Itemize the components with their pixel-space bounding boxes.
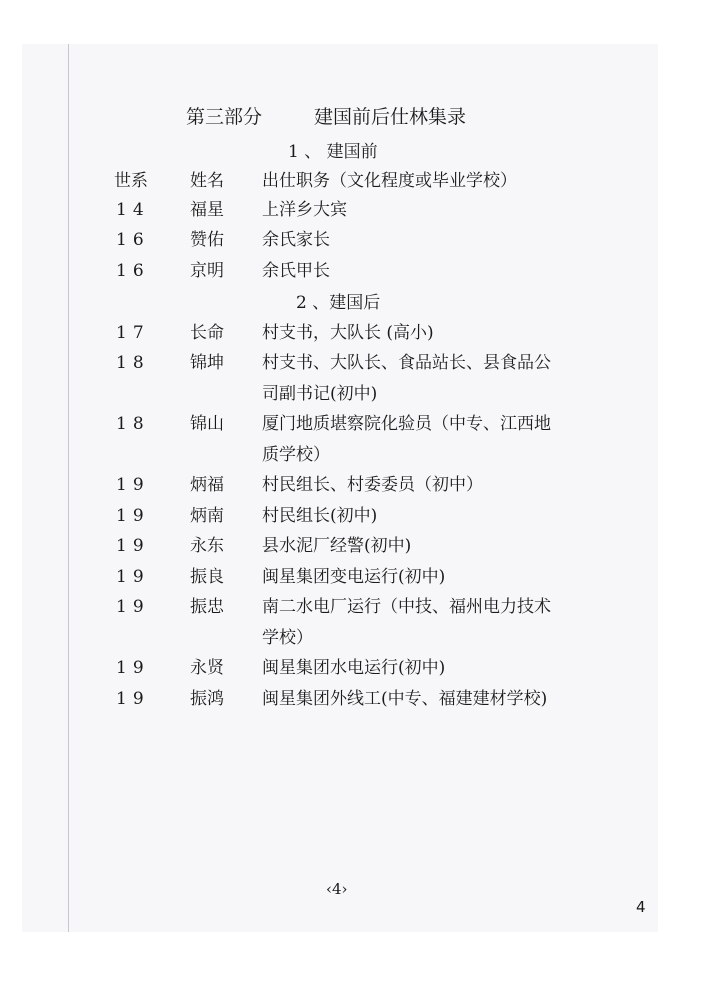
section-after-heading: 2 、建国后 bbox=[296, 293, 381, 313]
generation-cell: 18 bbox=[116, 353, 150, 373]
position-cell: 余氏家长 bbox=[262, 230, 330, 250]
name-cell: 福星 bbox=[190, 200, 224, 220]
generation-cell: 19 bbox=[116, 506, 150, 526]
name-cell: 振忠 bbox=[190, 597, 224, 617]
position-cell: 闽星集团变电运行(初中) bbox=[262, 567, 446, 587]
position-cell: 司副书记(初中) bbox=[262, 384, 378, 404]
position-cell: 村支书，大队长 (高小) bbox=[262, 323, 434, 343]
position-cell: 县水泥厂经警(初中) bbox=[262, 536, 412, 556]
corner-page-mark: 4 bbox=[636, 898, 646, 916]
page-number: ‹4› bbox=[326, 880, 348, 898]
title-main: 建国前后仕林集录 bbox=[314, 106, 467, 128]
title-part: 第三部分 bbox=[186, 106, 263, 128]
name-cell: 锦坤 bbox=[190, 353, 224, 373]
generation-cell: 17 bbox=[116, 323, 150, 343]
name-cell: 炳福 bbox=[190, 475, 224, 495]
position-cell: 余氏甲长 bbox=[262, 261, 330, 281]
section-before-heading: 1 、 建国前 bbox=[288, 142, 378, 162]
generation-cell: 19 bbox=[116, 597, 150, 617]
name-cell: 振良 bbox=[190, 567, 224, 587]
header-generation: 世系 bbox=[114, 171, 148, 191]
name-cell: 锦山 bbox=[190, 414, 224, 434]
name-cell: 振鸿 bbox=[190, 689, 224, 709]
generation-cell: 19 bbox=[116, 658, 150, 678]
generation-cell: 16 bbox=[116, 230, 150, 250]
generation-cell: 16 bbox=[116, 261, 150, 281]
position-cell: 闽星集团外线工(中专、福建建材学校) bbox=[262, 689, 548, 709]
position-cell: 学校） bbox=[262, 628, 313, 648]
header-name: 姓名 bbox=[190, 171, 224, 191]
position-cell: 村民组长(初中) bbox=[262, 506, 378, 526]
generation-cell: 19 bbox=[116, 689, 150, 709]
name-cell: 长命 bbox=[190, 323, 224, 343]
generation-cell: 18 bbox=[116, 414, 150, 434]
position-cell: 上洋乡大宾 bbox=[262, 200, 347, 220]
position-cell: 村支书、大队长、食品站长、县食品公 bbox=[262, 353, 551, 373]
name-cell: 永东 bbox=[190, 536, 224, 556]
generation-cell: 19 bbox=[116, 567, 150, 587]
position-cell: 村民组长、村委委员（初中） bbox=[262, 475, 483, 495]
generation-cell: 19 bbox=[116, 475, 150, 495]
name-cell: 京明 bbox=[190, 261, 224, 281]
name-cell: 赞佑 bbox=[190, 230, 224, 250]
page-margin-line bbox=[68, 44, 69, 932]
position-cell: 闽星集团水电运行(初中) bbox=[262, 658, 446, 678]
position-cell: 南二水电厂运行（中技、福州电力技术 bbox=[262, 597, 551, 617]
name-cell: 炳南 bbox=[190, 506, 224, 526]
position-cell: 厦门地质堪察院化验员（中专、江西地 bbox=[262, 414, 551, 434]
header-position: 出仕职务（文化程度或毕业学校） bbox=[262, 171, 517, 191]
name-cell: 永贤 bbox=[190, 658, 224, 678]
generation-cell: 19 bbox=[116, 536, 150, 556]
position-cell: 质学校） bbox=[262, 445, 330, 465]
generation-cell: 14 bbox=[116, 200, 150, 220]
